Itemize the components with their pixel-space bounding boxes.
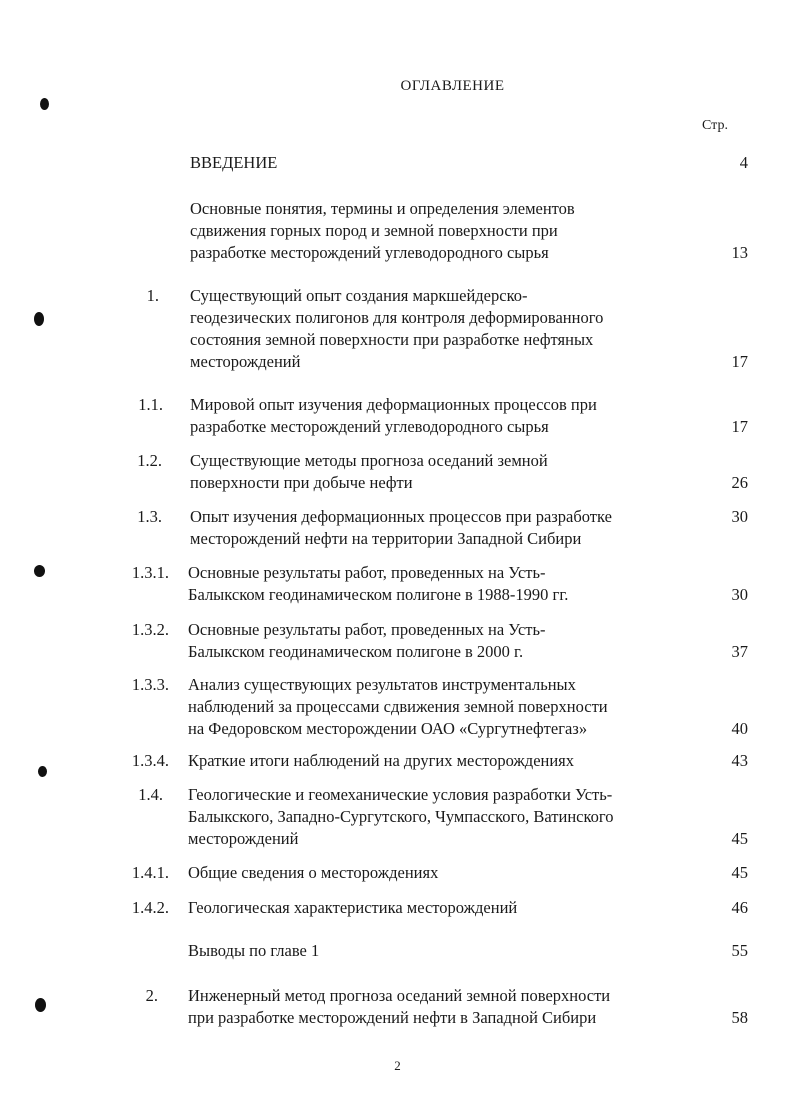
- toc-entry-number: 2.: [145, 986, 158, 1005]
- toc-entry-page: 37: [731, 642, 748, 661]
- toc-entry-page: 26: [731, 473, 748, 492]
- toc-entry-page: 46: [731, 898, 748, 917]
- toc-entry-title: [188, 862, 688, 884]
- toc-entry-line: Основные понятия, термины и определения элементов: [190, 199, 575, 218]
- toc-entry-title: [190, 506, 690, 550]
- toc-entry-line: на Федоровском месторождении ОАО «Сургутнефтегаз»: [188, 719, 588, 738]
- toc-entry-line: Краткие итоги наблюдений на других месторождениях: [188, 751, 575, 770]
- toc-entry-title: [188, 562, 688, 606]
- toc-entry-page: 45: [731, 863, 748, 882]
- page-column-header: Стр.: [702, 118, 728, 133]
- toc-entry-title: [190, 198, 690, 264]
- toc-entry-title: [188, 750, 688, 772]
- toc-entry-title: [190, 394, 690, 438]
- toc-entry-title: [190, 152, 690, 174]
- scan-mark: [34, 312, 44, 326]
- toc-entry-number: 1.4.1.: [131, 863, 169, 882]
- toc-entry-page: 58: [731, 1008, 748, 1027]
- toc-entry-page: 30: [731, 585, 748, 604]
- toc-entry-title: [188, 940, 688, 962]
- toc-entry-line: ВВЕДЕНИЕ: [190, 153, 278, 172]
- toc-entry-line: Балыкском геодинамическом полигоне в 1988-1990 гг.: [188, 585, 569, 604]
- toc-entry-line: Балыкском геодинамическом полигоне в 2000 г.: [188, 642, 524, 661]
- toc-entry-title: [188, 897, 688, 919]
- toc-entry-number: 1.3.: [137, 507, 162, 526]
- toc-entry-title: [188, 985, 688, 1029]
- toc-entry-line: Выводы по главе 1: [188, 941, 320, 960]
- toc-entry-page: 17: [731, 352, 748, 371]
- toc-entry-page: 45: [731, 829, 748, 848]
- toc-entry-line: наблюдений за процессами сдвижения земной поверхности: [188, 697, 608, 716]
- toc-entry-number: 1.4.2.: [131, 898, 169, 917]
- toc-entry-page: 4: [739, 153, 748, 172]
- page-title: ОГЛАВЛЕНИЕ: [400, 78, 505, 94]
- toc-entry-line: сдвижения горных пород и земной поверхности при: [190, 221, 558, 240]
- toc-entry-line: Балыкского, Западно-Сургутского, Чумпасского, Ватинского: [188, 807, 614, 826]
- toc-entry-line: месторождений: [188, 829, 299, 848]
- scan-mark: [35, 998, 46, 1012]
- scan-mark: [40, 98, 49, 110]
- toc-entry-line: Геологические и геомеханические условия разработки Усть-: [188, 785, 613, 804]
- toc-entry-line: Основные результаты работ, проведенных на Усть-: [188, 620, 546, 639]
- toc-entry-number: 1.3.1.: [131, 563, 169, 582]
- toc-entry-number: 1.1.: [138, 395, 163, 414]
- toc-entry-line: геодезических полигонов для контроля деформированного: [190, 308, 604, 327]
- scan-mark: [34, 565, 45, 577]
- toc-entry-page: 43: [731, 751, 748, 770]
- toc-entry-number: 1.3.3.: [131, 675, 169, 694]
- toc-entry-line: Общие сведения о месторождениях: [188, 863, 439, 882]
- toc-entry-number: 1.: [146, 286, 159, 305]
- toc-entry-page: 40: [731, 719, 748, 738]
- toc-entry-line: Существующие методы прогноза оседаний земной: [190, 451, 548, 470]
- toc-entry-number: 1.4.: [138, 785, 163, 804]
- toc-entry-line: Мировой опыт изучения деформационных процессов при: [190, 395, 597, 414]
- toc-entry-page: 13: [731, 243, 748, 262]
- toc-entry-title: [188, 784, 688, 850]
- toc-entry-line: разработке месторождений углеводородного сырья: [190, 417, 549, 436]
- toc-entry-title: [190, 450, 690, 494]
- page-number: 2: [394, 1058, 401, 1073]
- toc-entry-number: 1.2.: [137, 451, 162, 470]
- toc-entry-number: 1.3.2.: [131, 620, 169, 639]
- toc-entry-line: Опыт изучения деформационных процессов при разработке: [190, 507, 612, 526]
- toc-entry-line: месторождений нефти на территории Западной Сибири: [190, 529, 582, 548]
- toc-entry-page: 55: [731, 941, 748, 960]
- toc-entry-line: Анализ существующих результатов инструментальных: [188, 675, 576, 694]
- toc-entry-page: 30: [731, 507, 748, 526]
- scan-mark: [38, 766, 47, 777]
- toc-entry-title: [188, 619, 688, 663]
- toc-entry-number: 1.3.4.: [131, 751, 169, 770]
- toc-entry-line: при разработке месторождений нефти в Западной Сибири: [188, 1008, 597, 1027]
- toc-entry-line: Основные результаты работ, проведенных на Усть-: [188, 563, 546, 582]
- toc-entry-line: разработке месторождений углеводородного сырья: [190, 243, 549, 262]
- toc-entry-line: Существующий опыт создания маркшейдерско-: [190, 286, 528, 305]
- toc-entry-line: состояния земной поверхности при разработке нефтяных: [190, 330, 594, 349]
- toc-entry-line: поверхности при добыче нефти: [190, 473, 413, 492]
- toc-entry-page: 17: [731, 417, 748, 436]
- toc-entry-line: Геологическая характеристика месторождений: [188, 898, 518, 917]
- toc-entry-title: [188, 674, 688, 740]
- toc-entry-line: Инженерный метод прогноза оседаний земной поверхности: [188, 986, 611, 1005]
- toc-entry-title: [190, 285, 690, 373]
- toc-entry-line: месторождений: [190, 352, 301, 371]
